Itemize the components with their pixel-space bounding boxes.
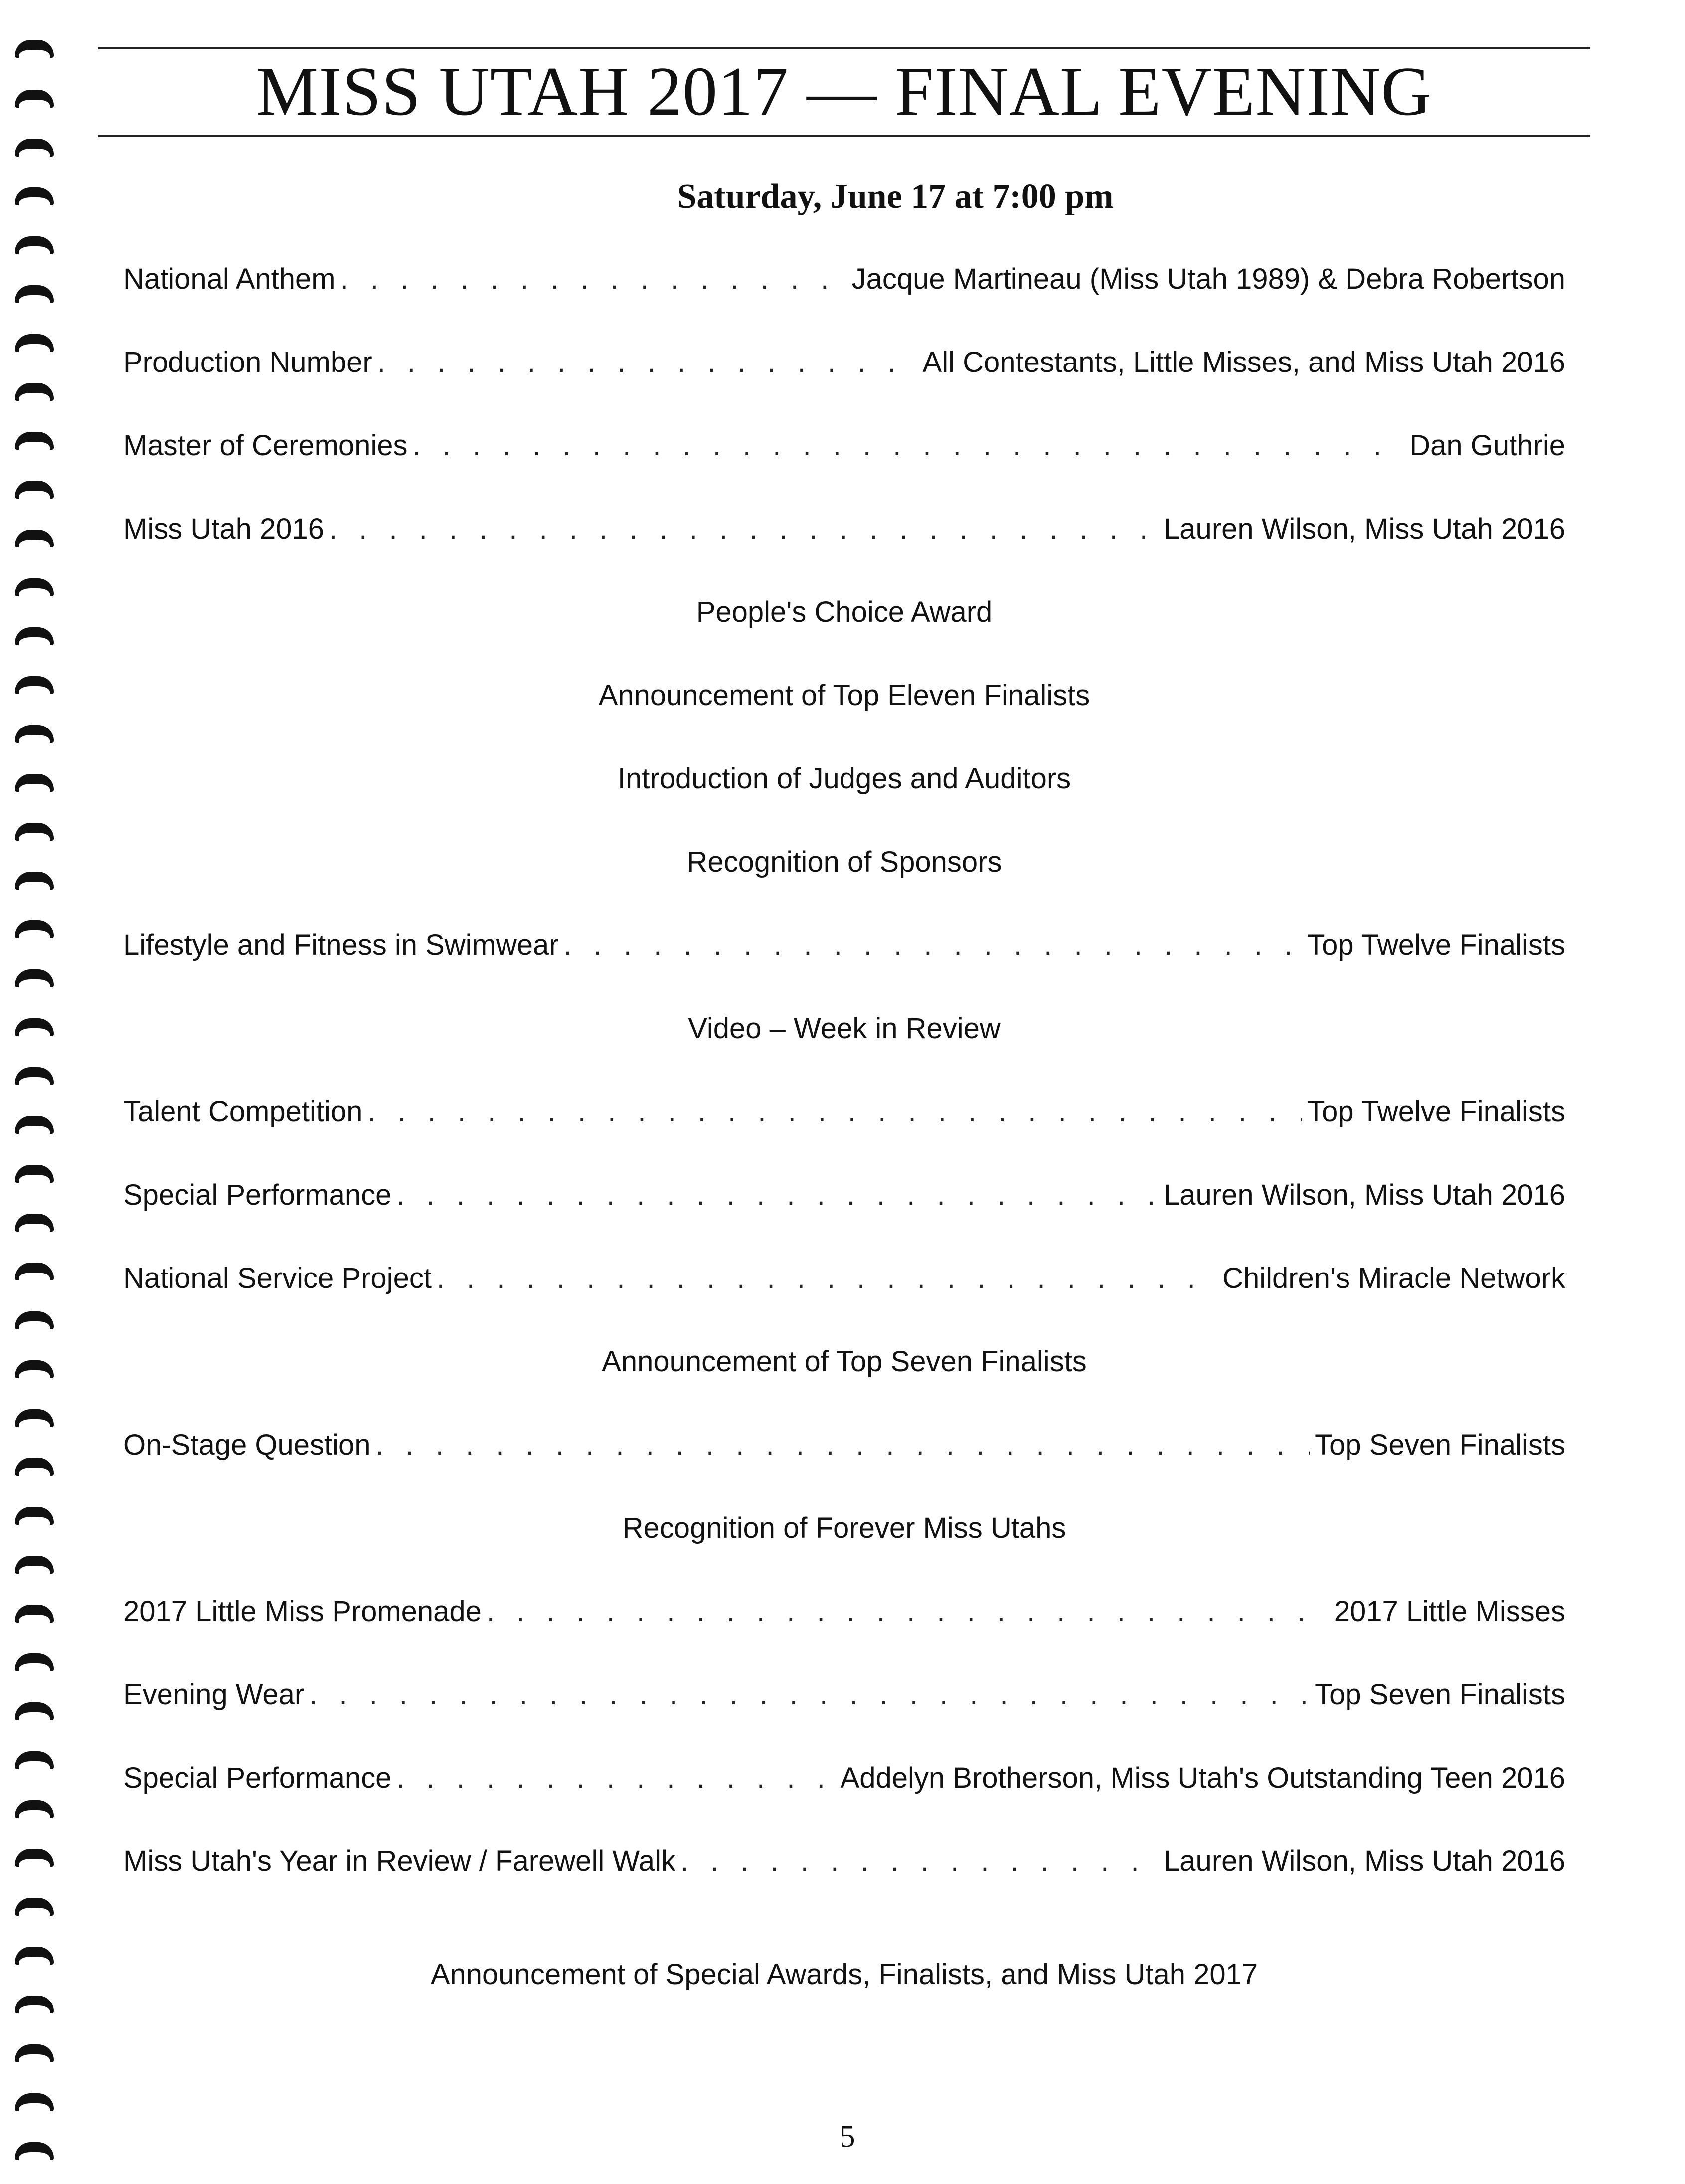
binding-ring-icon (15, 1605, 54, 1623)
program-item-label: Miss Utah's Year in Review / Farewell Walk (123, 1845, 676, 1877)
program-item-label: Lifestyle and Fitness in Swimwear (123, 929, 559, 961)
program-item-label: Talent Competition (123, 1095, 363, 1128)
page-number: 5 (840, 2120, 855, 2154)
program-item-performer: Lauren Wilson, Miss Utah 2016 (1164, 1845, 1565, 1877)
binding-ring-icon (15, 40, 54, 58)
event-date: Saturday, June 17 at 7:00 pm (677, 178, 1114, 216)
program-item-performer: Dan Guthrie (1409, 429, 1565, 462)
binding-ring-icon (15, 139, 54, 157)
binding-ring-icon (15, 1214, 54, 1232)
binding-ring-icon (15, 1263, 54, 1280)
program-row (123, 1841, 1565, 1881)
binding-ring-icon (15, 823, 54, 841)
program-item-performer: 2017 Little Misses (1334, 1595, 1565, 1628)
program-heading: Announcement of Top Eleven Finalists (598, 679, 1090, 712)
program-item-performer: Lauren Wilson, Miss Utah 2016 (1164, 513, 1565, 545)
program-row (123, 1425, 1565, 1465)
program-heading: Announcement of Special Awards, Finalists, and Miss Utah 2017 (430, 1958, 1258, 1991)
binding-ring-icon (15, 1947, 54, 1965)
binding-ring-icon (15, 774, 54, 792)
program-item-performer: Top Seven Finalists (1315, 1678, 1565, 1711)
program-item-performer: All Contestants, Little Misses, and Miss Utah 2016 (922, 346, 1565, 378)
dot-leader (396, 1175, 1159, 1215)
binding-ring-icon (15, 872, 54, 890)
program-row (123, 343, 1565, 382)
binding-ring-icon (15, 2093, 54, 2111)
binding-ring-icon (15, 383, 54, 401)
binding-ring-icon (15, 1165, 54, 1183)
dot-leader (377, 343, 918, 382)
program-heading: Announcement of Top Seven Finalists (602, 1345, 1087, 1378)
dot-leader (309, 1675, 1310, 1715)
binding-ring-icon (15, 481, 54, 499)
binding-ring-icon (15, 187, 54, 205)
program-heading: Video – Week in Review (688, 1012, 1001, 1045)
dot-leader (487, 1592, 1329, 1632)
program-row (123, 1592, 1565, 1632)
program-row (123, 1092, 1565, 1132)
binding-ring-icon (15, 1116, 54, 1134)
title-top-rule (98, 47, 1590, 49)
program-item-performer: Top Twelve Finalists (1307, 929, 1565, 961)
program-item-label: 2017 Little Miss Promenade (123, 1595, 482, 1628)
binding-ring-icon (15, 1067, 54, 1085)
binding-ring-icon (15, 2142, 54, 2160)
program-item-label: Special Performance (123, 1179, 392, 1211)
binding-ring-icon (15, 2044, 54, 2062)
program-row (123, 426, 1565, 466)
binding-ring-icon (15, 285, 54, 303)
program-row (123, 925, 1565, 965)
program-item-performer: Top Seven Finalists (1315, 1429, 1565, 1461)
program-item-label: Miss Utah 2016 (123, 513, 324, 545)
binding-ring-icon (15, 432, 54, 450)
binding-ring-icon (15, 725, 54, 743)
binding-ring-icon (15, 1458, 54, 1476)
binding-ring-icon (15, 920, 54, 938)
program-heading: People's Choice Award (696, 596, 993, 628)
dot-leader (367, 1092, 1302, 1132)
binding-ring-icon (15, 1018, 54, 1036)
program-row (123, 1675, 1565, 1715)
binding-ring-icon (15, 334, 54, 352)
program-row (123, 509, 1565, 549)
binding-ring-icon (15, 1360, 54, 1378)
program-heading: Recognition of Forever Miss Utahs (622, 1512, 1066, 1544)
program-row (123, 1259, 1565, 1298)
binding-ring-icon (15, 1898, 54, 1916)
program-item-label: National Service Project (123, 1262, 432, 1294)
binding-ring-icon (15, 1751, 54, 1769)
program-item-performer: Addelyn Brotherson, Miss Utah's Outstanding Teen 2016 (840, 1762, 1565, 1794)
program-row (123, 1758, 1565, 1798)
program-item-performer: Lauren Wilson, Miss Utah 2016 (1164, 1179, 1565, 1211)
program-item-performer: Top Twelve Finalists (1307, 1095, 1565, 1128)
dot-leader (396, 1758, 835, 1798)
binding-ring-icon (15, 530, 54, 547)
binding-ring-icon (15, 236, 54, 254)
binding-ring-icon (15, 1849, 54, 1867)
binding-ring-icon (15, 1311, 54, 1329)
binding-ring-icon (15, 1996, 54, 2013)
dot-leader (329, 509, 1159, 549)
dot-leader (437, 1259, 1217, 1298)
program-item-label: Production Number (123, 346, 372, 378)
program-heading: Recognition of Sponsors (686, 846, 1002, 878)
program-item-label: Master of Ceremonies (123, 429, 408, 462)
dot-leader (340, 259, 847, 299)
dot-leader (376, 1425, 1310, 1465)
binding-ring-icon (15, 627, 54, 645)
program-row (123, 1175, 1565, 1215)
binding-ring-icon (15, 578, 54, 596)
binding-ring-icon (15, 1556, 54, 1574)
binding-ring-icon (15, 90, 54, 108)
binding-ring-icon (15, 676, 54, 694)
binding-ring-icon (15, 1507, 54, 1525)
program-item-label: Evening Wear (123, 1678, 305, 1711)
program-item-performer: Jacque Martineau (Miss Utah 1989) & Debra Robertson (851, 263, 1565, 295)
binding-ring-icon (15, 1800, 54, 1818)
program-row (123, 259, 1565, 299)
program-item-label: On-Stage Question (123, 1429, 371, 1461)
program-item-performer: Children's Miracle Network (1222, 1262, 1565, 1294)
page-title: MISS UTAH 2017 — FINAL EVENING (256, 53, 1432, 130)
title-bottom-rule (98, 135, 1590, 137)
binding-ring-icon (15, 1702, 54, 1720)
program-heading: Introduction of Judges and Auditors (617, 762, 1071, 795)
spiral-binding (0, 0, 70, 2184)
binding-ring-icon (15, 1409, 54, 1427)
program-item-label: National Anthem (123, 263, 336, 295)
dot-leader (680, 1841, 1159, 1881)
binding-ring-icon (15, 969, 54, 987)
program-item-label: Special Performance (123, 1762, 392, 1794)
binding-ring-icon (15, 1653, 54, 1671)
dot-leader (564, 925, 1303, 965)
dot-leader (413, 426, 1405, 466)
